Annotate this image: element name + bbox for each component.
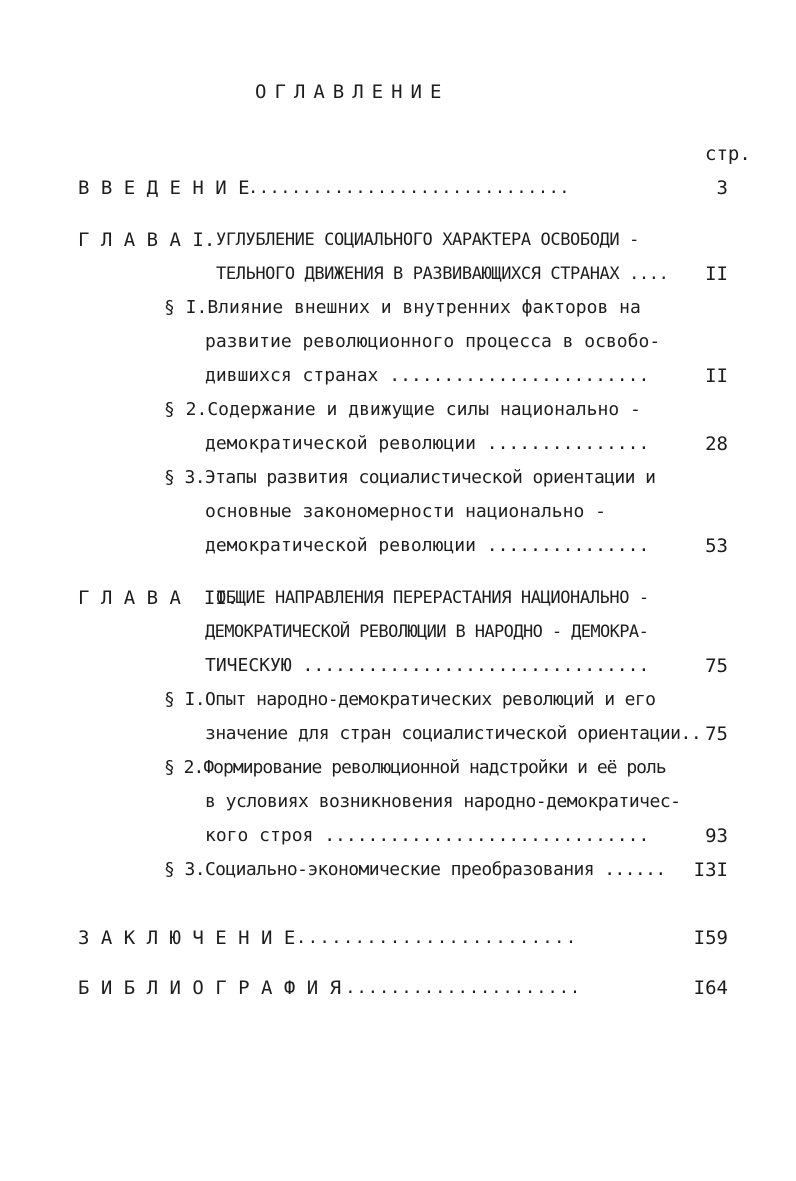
chapter-2-section-1-page: 75 xyxy=(705,723,728,745)
toc-entry-conclusion-label: З А К Л Ю Ч Е Н И Е xyxy=(78,927,296,949)
toc-entry-intro-leader: .............................. xyxy=(248,178,571,198)
chapter-2-section-2-line-3: кого строя .............................. xyxy=(205,825,650,846)
chapter-1-section-2-page: 28 xyxy=(705,433,728,455)
chapter-1-section-1-line-2: развитие революционного процесса в освобо- xyxy=(205,331,661,352)
toc-entry-bibliography-label: Б И Б Л И О Г Р А Ф И Я xyxy=(78,977,342,999)
chapter-2-title-line-3: ТИЧЕСКУЮ ................................ xyxy=(205,655,650,676)
chapter-2-section-2-line-2: в условиях возникновения народно-демократичес- xyxy=(205,791,681,812)
chapter-1-section-3-line-3: демократической революции ............... xyxy=(205,535,650,556)
chapter-2-section-3-page: I3I xyxy=(693,859,728,881)
chapter-2-page: 75 xyxy=(705,655,728,677)
chapter-1-section-2-line-2: демократической революции ............... xyxy=(205,433,650,454)
chapter-1-label: Г Л А В А I. xyxy=(78,229,216,251)
page-column-label: стр. xyxy=(705,143,751,165)
chapter-2-section-2-page: 93 xyxy=(705,825,728,847)
toc-entry-conclusion-leader: ........................ xyxy=(296,928,578,948)
chapter-2-section-3-line-1: § 3.Социально-экономические преобразования ...... xyxy=(164,859,666,880)
toc-entry-conclusion-page: I59 xyxy=(693,927,728,949)
chapter-1-section-2-line-1: § 2.Содержание и движущие силы национально - xyxy=(164,399,641,420)
chapter-1-section-1-line-1: § I.Влияние внешних и внутренних факторов на xyxy=(164,297,641,318)
page-title: ОГЛАВЛЕНИЕ xyxy=(255,81,450,103)
chapter-2-section-2-line-1: § 2.Формирование революционной надстройки и её роль xyxy=(164,757,666,778)
chapter-1-section-3-line-1: § 3.Этапы развития социалистической ориентации и xyxy=(164,467,656,488)
chapter-2-title-line-2: ДЕМОКРАТИЧЕСКОЙ РЕВОЛЮЦИИ В НАРОДНО - ДЕМОКРА- xyxy=(205,622,649,642)
chapter-1-section-1-line-3: дившихся странах ........................ xyxy=(205,365,650,386)
toc-entry-intro-label: В В Е Д Е Н И Е xyxy=(78,177,250,199)
chapter-1-section-3-page: 53 xyxy=(705,535,728,557)
toc-entry-intro-page: 3 xyxy=(716,177,728,199)
toc-entry-bibliography-leader: ...................... xyxy=(334,978,582,998)
chapter-1-title-line-1: УГЛУБЛЕНИЕ СОЦИАЛЬНОГО ХАРАКТЕРА ОСВОБОДИ - xyxy=(216,230,639,250)
chapter-2-title-line-1: ОБЩИЕ НАПРАВЛЕНИЯ ПЕРЕРАСТАНИЯ НАЦИОНАЛЬНО - xyxy=(216,588,649,608)
chapter-2-section-1-line-1: § I.Опыт народно-демократических революций и его xyxy=(164,689,656,710)
chapter-2-label: Г Л А В А II. xyxy=(78,587,239,609)
chapter-2-section-1-line-2: значение для стран социалистической ориентации.. xyxy=(205,723,702,744)
chapter-1-title-line-2: ТЕЛЬНОГО ДВИЖЕНИЯ В РАЗВИВАЮЩИХСЯ СТРАНАХ .... xyxy=(216,264,669,284)
toc-entry-bibliography-page: I64 xyxy=(693,977,728,999)
chapter-1-page: II xyxy=(705,263,728,285)
chapter-1-section-1-page: II xyxy=(705,365,728,387)
chapter-1-section-3-line-2: основные закономерности национально - xyxy=(205,501,606,522)
